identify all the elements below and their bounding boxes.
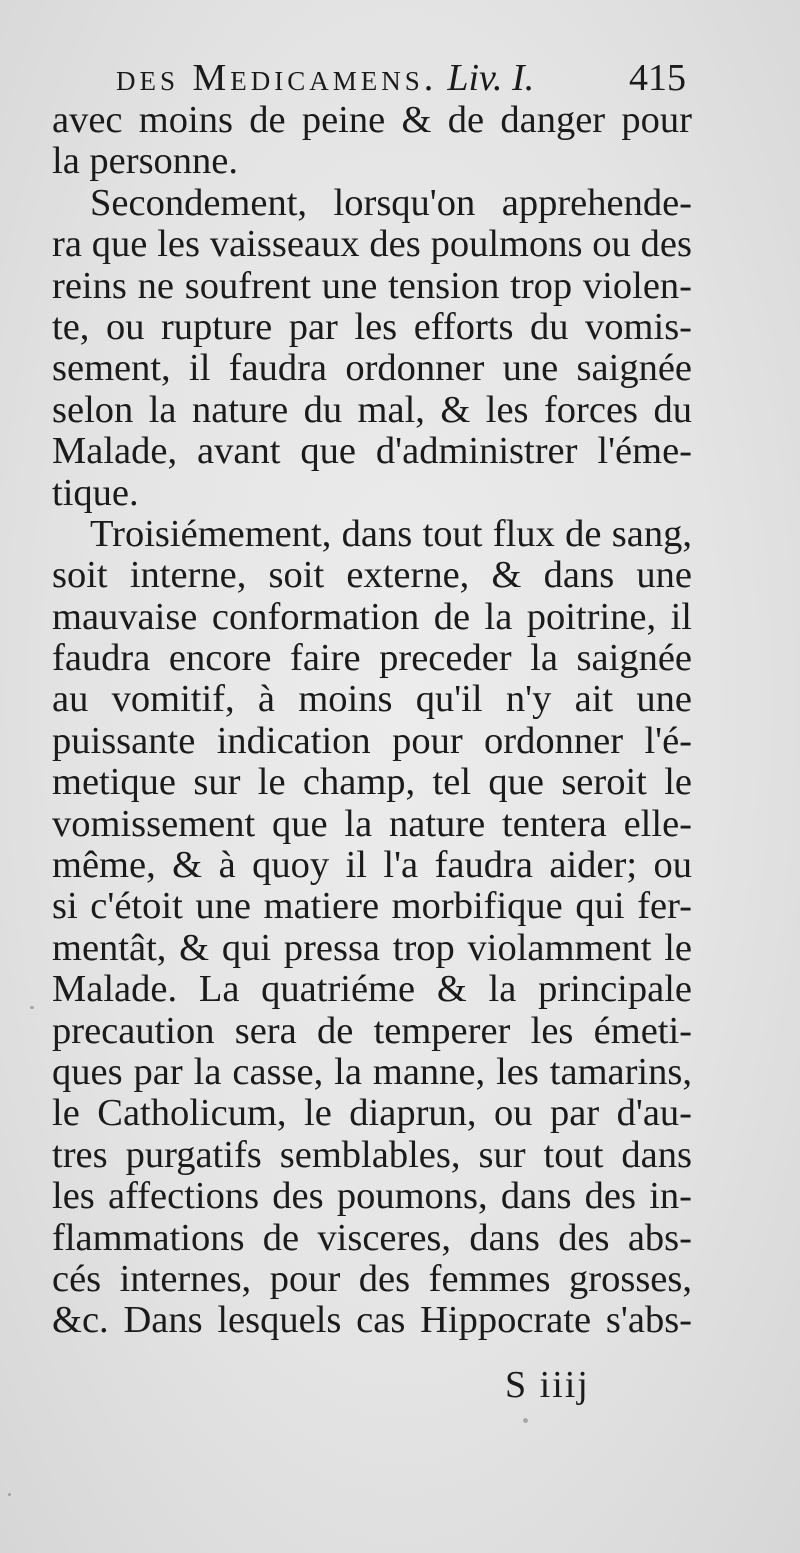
text-line: même, & à quoy il l'a faudra aider; ou	[52, 845, 692, 887]
running-head	[116, 58, 686, 98]
text-line: tique.	[52, 471, 139, 514]
text-line: ra que les vaisseaux des poulmons ou des	[52, 224, 692, 266]
text-line: tres purgatifs semblables, sur tout dans	[52, 1134, 692, 1176]
text-line: soit interne, soit externe, & dans une	[52, 555, 692, 597]
text-line: &c. Dans lesquels cas Hippocrate s'abs-	[52, 1300, 692, 1342]
page-number: 415	[629, 57, 686, 99]
text-line: puissante indication pour ordonner l'é-	[52, 720, 692, 762]
ink-speck	[30, 1006, 34, 1009]
text-line: la personne.	[52, 140, 239, 183]
text-line: Malade. La quatriéme & la principale	[52, 969, 692, 1011]
body-text	[52, 100, 692, 1342]
running-head-book: Liv. I.	[447, 57, 535, 99]
text-line: avec moins de peine & de danger pour	[52, 100, 692, 141]
ink-speck	[523, 1418, 528, 1423]
text-line: ques par la casse, la manne, les tamarins,	[52, 1051, 692, 1093]
text-line: flammations de visceres, dans des abs-	[52, 1217, 692, 1259]
text-line: faudra encore faire preceder la saignée	[52, 638, 692, 680]
text-line: sement, il faudra ordonner une saignée	[52, 348, 692, 390]
text-line: vomissement que la nature tentera elle-	[52, 803, 692, 845]
text-line: cés internes, pour des femmes grosses,	[52, 1258, 692, 1300]
running-head-title: des Medicamens.	[116, 57, 438, 99]
text-line: les affections des poumons, dans des in-	[52, 1176, 692, 1218]
text-line: mentât, & qui pressa trop violamment le	[52, 927, 692, 969]
text-line: le Catholicum, le diaprun, ou par d'au-	[52, 1093, 692, 1135]
ink-speck	[8, 1493, 11, 1496]
text-line: au vomitif, à moins qu'il n'y ait une	[52, 679, 692, 721]
text-line: Troisiémement, dans tout flux de sang,	[90, 513, 692, 555]
text-line: mauvaise conformation de la poitrine, il	[52, 596, 692, 638]
text-line: reins ne soufrent une tension trop violen-	[52, 265, 692, 307]
text-line: si c'étoit une matiere morbifique qui fer-	[52, 886, 692, 928]
text-line: precaution sera de temperer les émeti-	[52, 1010, 692, 1052]
text-line: te, ou rupture par les efforts du vomis-	[52, 306, 692, 348]
text-line: Secondement, lorsqu'on apprehende-	[90, 182, 692, 224]
text-line: selon la nature du mal, & les forces du	[52, 389, 692, 431]
text-line: metique sur le champ, tel que seroit le	[52, 762, 692, 804]
signature-mark: S iiij	[505, 1364, 590, 1406]
text-line: Malade, avant que d'administrer l'éme-	[52, 431, 692, 473]
